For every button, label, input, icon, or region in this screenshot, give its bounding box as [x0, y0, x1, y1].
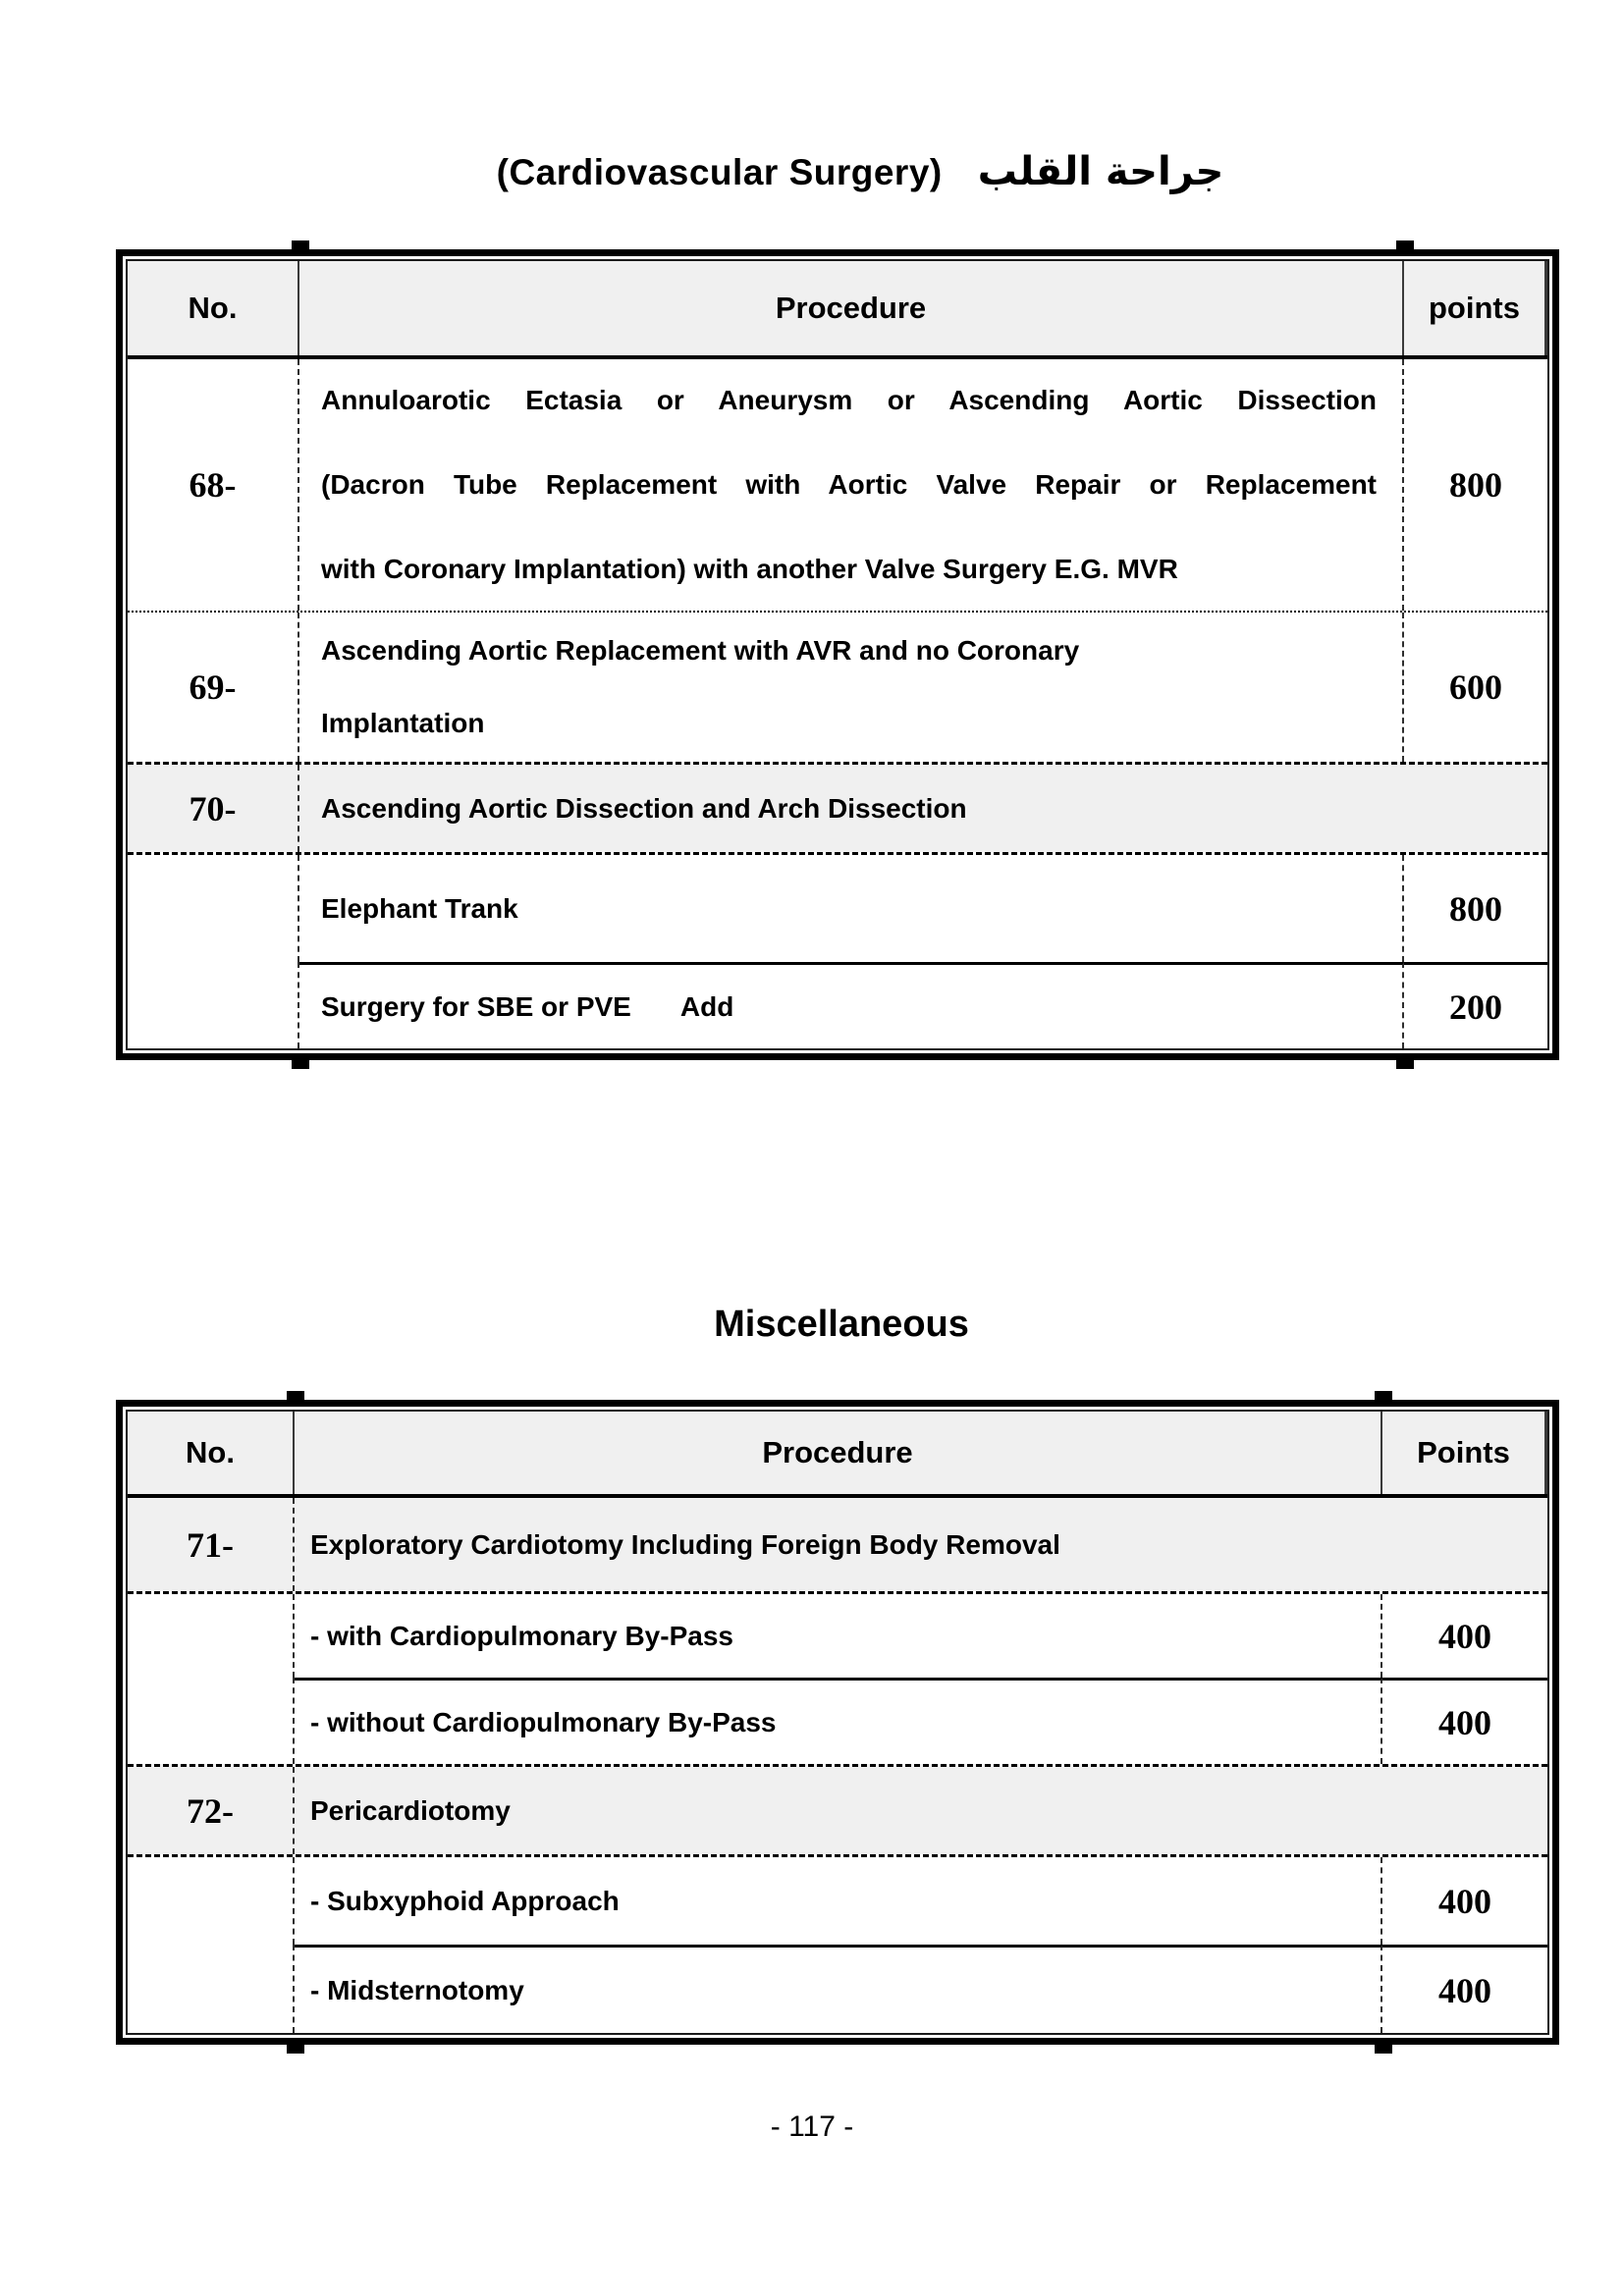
- border-tick: [1375, 1391, 1392, 1400]
- border-tick: [287, 1391, 304, 1400]
- procedure-text: - Midsternotomy: [310, 1975, 524, 2005]
- add-suffix: Add: [679, 991, 734, 1022]
- procedure-cell: [299, 962, 1404, 1048]
- points-value: 600: [1449, 667, 1502, 707]
- section-title-cardiovascular-surgery: [48, 149, 1624, 194]
- row-number-cell: [128, 1767, 295, 1854]
- header-points-label: points: [1429, 291, 1520, 325]
- header-no-label: No.: [186, 1435, 235, 1469]
- header-no-label: No.: [188, 291, 238, 325]
- points-value: 400: [1438, 1970, 1491, 2010]
- procedure-cell: [299, 613, 1404, 762]
- row-number: 68-: [189, 465, 237, 505]
- procedure-text: Elephant Trank: [321, 893, 518, 924]
- table-row-category: [128, 762, 1547, 852]
- procedure-cell: [295, 1594, 1382, 1678]
- header-cell-points: [1382, 1412, 1547, 1494]
- points-cell: [1382, 1678, 1547, 1764]
- points-cell: [1382, 1857, 1547, 1945]
- border-tick: [292, 1060, 309, 1069]
- points-cell: [1404, 613, 1547, 762]
- miscellaneous-table: [116, 1400, 1559, 2045]
- points-cell: [1382, 1594, 1547, 1678]
- points-value: 800: [1449, 465, 1502, 505]
- border-tick: [1396, 240, 1414, 249]
- table-row: [128, 1854, 1547, 1945]
- border-tick: [1396, 1060, 1414, 1069]
- border-tick: [287, 2045, 304, 2054]
- header-points-label: Points: [1417, 1435, 1510, 1469]
- row-number-cell: [128, 359, 299, 611]
- procedure-text: Ascending Aortic Replacement with AVR and no Coronary Implantation: [321, 635, 1080, 738]
- points-cell: [1404, 962, 1547, 1048]
- procedure-text: Ascending Aortic Dissection and Arch Dissection: [321, 793, 967, 824]
- table-row: [128, 1678, 1547, 1764]
- table-row: [128, 962, 1547, 1048]
- border-tick: [1375, 2045, 1392, 2054]
- table-row-category: [128, 1498, 1547, 1591]
- row-number-cell: [128, 765, 299, 852]
- points-cell: [1404, 855, 1547, 962]
- row-number-cell: [128, 1678, 295, 1764]
- points-value: 400: [1438, 1881, 1491, 1921]
- procedure-cell: [295, 1498, 1547, 1591]
- points-value: 200: [1449, 987, 1502, 1027]
- row-number: 69-: [189, 667, 237, 707]
- table-row: [128, 1591, 1547, 1678]
- page-number: - 117 -: [770, 2110, 854, 2143]
- points-value: 800: [1449, 888, 1502, 929]
- procedure-cell: [299, 359, 1404, 611]
- row-number-cell: [128, 1594, 295, 1678]
- points-value: 400: [1438, 1702, 1491, 1742]
- procedure-cell: [295, 1678, 1382, 1764]
- procedure-cell: [295, 1857, 1382, 1945]
- procedure-text: - Subxyphoid Approach: [310, 1886, 620, 1916]
- procedure-text: - with Cardiopulmonary By-Pass: [310, 1621, 733, 1651]
- header-cell-no: [128, 1412, 295, 1494]
- points-cell: [1382, 1945, 1547, 2033]
- header-procedure-label: Procedure: [775, 291, 927, 325]
- procedure-text: Surgery for SBE or PVE Add: [321, 991, 734, 1022]
- row-number-cell: [128, 962, 299, 1048]
- procedure-cell: [295, 1767, 1547, 1854]
- table-row: [128, 611, 1547, 762]
- table-header-row: [128, 261, 1547, 359]
- procedure-text: - without Cardiopulmonary By-Pass: [310, 1707, 777, 1737]
- procedure-text: Pericardiotomy: [310, 1795, 511, 1826]
- procedure-cell: [299, 855, 1404, 962]
- row-number: 71-: [187, 1524, 234, 1565]
- header-cell-procedure: [299, 261, 1404, 355]
- table-row: [128, 1945, 1547, 2033]
- row-number: 70-: [189, 788, 237, 828]
- table-row: [128, 359, 1547, 611]
- table-row-category: [128, 1764, 1547, 1854]
- table-header-row: [128, 1412, 1547, 1498]
- row-number-cell: [128, 1857, 295, 1945]
- procedure-cell: [299, 765, 1547, 852]
- header-procedure-label: Procedure: [762, 1435, 913, 1469]
- row-number-cell: [128, 613, 299, 762]
- row-number-cell: [128, 1498, 295, 1591]
- row-number: 72-: [187, 1790, 234, 1831]
- cardiovascular-surgery-table: [116, 249, 1559, 1060]
- points-value: 400: [1438, 1616, 1491, 1656]
- border-tick: [292, 240, 309, 249]
- header-cell-no: [128, 261, 299, 355]
- points-cell: [1404, 359, 1547, 611]
- procedure-cell: [295, 1945, 1382, 2033]
- header-cell-points: [1404, 261, 1547, 355]
- procedure-text: Exploratory Cardiotomy Including Foreign Body Removal: [310, 1529, 1060, 1560]
- procedure-text: Annuloarotic Ectasia or Aneurysm or Ascending Aortic Dissection (Dacron Tube Replacement with Aortic Valve Repair or Replacement with Coronary Implantation) with another Valve Surgery E.G. MVR: [321, 385, 1377, 584]
- row-number-cell: [128, 1945, 295, 2033]
- title-english: (Cardiovascular Surgery): [496, 152, 943, 192]
- header-cell-procedure: [295, 1412, 1382, 1494]
- table-row: [128, 852, 1547, 962]
- title-arabic: جراحة القلب: [977, 149, 1224, 194]
- section-title-miscellaneous: Miscellaneous: [714, 1304, 969, 1345]
- row-number-cell: [128, 855, 299, 962]
